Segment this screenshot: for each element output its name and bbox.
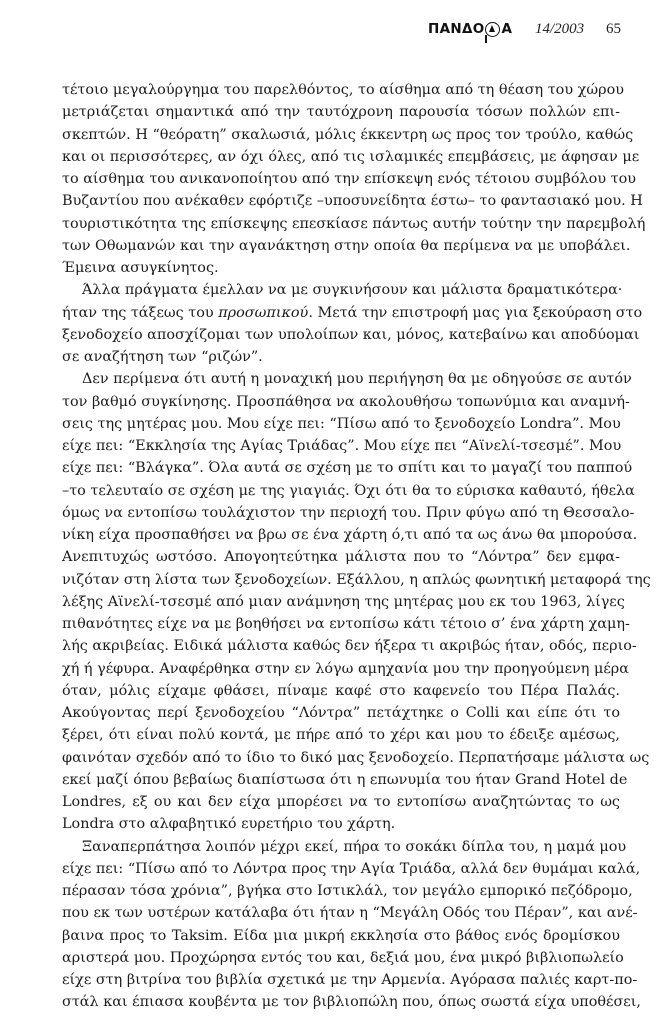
text-line: ήταν της τάξεως του προσωπικού. Μετά την επιστροφή μας για ξεκούραση στο <box>62 304 643 321</box>
text-line: φαινόταν σχεδόν από το ίδιο το δικό μας ξενοδοχείο. Περπατήσαμε μάλιστα ως <box>62 749 650 766</box>
text-line: είχε πει: “Πίσω από το Λόντρα προς την Αγία Τριάδα, αλλά δεν θυμάμαι καλά, <box>62 860 641 877</box>
logo-text-left: ΠΑΝΔΟ <box>428 21 485 37</box>
journal-logo <box>428 21 512 37</box>
emphasis: προσωπικού <box>218 304 309 321</box>
text-line: Άλλα πράγματα έμελλαν να με συγκινήσουν και μάλιστα δραματικότερα· <box>82 282 623 299</box>
text-line: όμως να εντοπίσω τουλάχιστον την περιοχή του. Πριν φύγω από τη Θεσσαλο- <box>62 504 635 521</box>
text-line: νίκη είχα προσπαθήσει να βρω σε ένα χάρτη ό,τι από τα ως άνω θα μπορούσα. <box>62 527 638 543</box>
paragraph <box>62 79 646 279</box>
text-line: Londra στο αλφαβητικό ευρετήριο του χάρτη. <box>62 816 396 833</box>
page-number: 65 <box>606 21 621 37</box>
text-line: ξέρει, ότι είναι πολύ κοντά, με πήρε από το χέρι και μου το έδειξε αμέσως, <box>62 727 620 744</box>
text-line: εκεί μαζί όπου βεβαίως διαπίστωσα ότι η επωνυμία του ήταν Grand Hotel de <box>62 771 628 788</box>
text-line: τέτοιο μεγαλούργημα του παρελθόντος, το αίσθημα από τη θέαση του χώρου <box>62 82 624 98</box>
text-line: Βυζαντίου που ανέκαθεν εφόρτιζε –υποσυνείδητα έστω– το φαντασιακό μου. Η <box>62 193 643 210</box>
text-line: που εκ των υστέρων κατάλαβα ότι ήταν η “Μεγάλη Οδός του Πέραν”, και ανέ- <box>62 905 638 922</box>
text-line: πιθανότητες είχε να με βοηθήσει να εντοπίσω κάτι τέτοιο σ’ ένα χάρτη χαμη- <box>62 616 630 632</box>
text-line: Ακούγοντας περί ξενοδοχείου “Λόντρα” πετάχτηκε ο Colli και είπε ότι το <box>62 705 620 721</box>
text-line: βαινα προς το Taksim. Είδα μια μικρή εκκλησία στο βάθος ενός δρομίσκου <box>62 927 620 944</box>
text-line: λέξης Αϊνελί-τσεσμέ από μιαν ανάμνηση της μητέρας μου εκ του 1963, λίγες <box>62 593 625 610</box>
text-line: σε αναζήτηση των “ριζών”. <box>62 349 263 365</box>
text-line: τουριστικότητα της επίσκεψης επεσκίασε πάντως αυτήν τούτην την παρεμβολή <box>62 215 646 232</box>
text-line: και οι περισσότερες, αν όχι όλες, από τις ισλαμικές επεμβάσεις, με άφησαν με <box>62 148 640 165</box>
text-line: όταν, μόλις είχαμε φθάσει, πίναμε καφέ στο καφενείο του Πέρα Παλάς. <box>62 682 620 699</box>
pandora-logo-icon <box>485 22 500 37</box>
text-line: τον βαθμό συγκίνησης. Προσπάθησα να ακολουθήσω τοπωνύμια και αναμνή- <box>62 393 630 410</box>
text-line: είχε πει: “Βλάγκα”. Όλα αυτά σε σχέση με το σπίτι και το μαγαζί του παππού <box>62 460 633 477</box>
text-line: –το τελευταίο σε σχέση με της γιαγιάς. Όχι ότι θα το εύρισκα καθαυτό, ήθελα <box>62 482 635 499</box>
text-line: μετριάζεται σημαντικά από την ταυτόχρονη παρουσία τόσων πολλών επι- <box>62 104 620 121</box>
paragraph <box>62 368 651 835</box>
text-line: Londres, εξ ου και δεν είχα μπορέσει να το εντοπίσω αναζητώντας το ως <box>62 794 620 810</box>
running-header <box>0 17 660 43</box>
paragraph <box>62 279 643 368</box>
text-line: είχε πει: “Εκκλησία της Αγίας Τριάδας”. Μου είχε πει “Αϊνελί-τσεσμέ”. Μου <box>62 438 622 454</box>
paragraph <box>62 836 641 1014</box>
text-line: στάλ και έπιασα κουβέντα με τον βιβλιοπώλη που, όπως σωστά είχα υποθέσει, <box>62 994 641 1011</box>
text-line: Έμεινα ασυγκίνητος. <box>62 260 219 276</box>
text-line: αριστερά μου. Προχώρησα εντός του και, δεξιά μου, ένα μικρό βιβλιοπωλείο <box>62 949 624 966</box>
text-line: ξενοδοχείο αποσχίζομαι των υπολοίπων και, μόνος, κατεβαίνω και αποδύομαι <box>62 326 640 343</box>
text-line: Δεν περίμενα ότι αυτή η μοναχική μου περιήγηση θα με οδηγούσε σε αυτόν <box>82 371 632 388</box>
text-line: σεις της μητέρας μου. Μου είχε πει: “Πίσω από το ξενοδοχείο Londra”. Μου <box>62 415 621 432</box>
logo-text-right: Α <box>501 21 513 37</box>
issue-number: 14/2003 <box>535 21 585 37</box>
article-body <box>62 79 651 1014</box>
text-line: σκεπτών. Η “θεόρατη” σκαλωσιά, μόλις έκκεντρη ως προς τον τρούλο, καθώς <box>62 126 634 143</box>
text-line: πέρασαν τόσα χρόνια”, βγήκα στο Ιστικλάλ, τον μεγάλο εμπορικό πεζόδρομο, <box>62 883 633 899</box>
text-line: νιζόταν στη λίστα των ξενοδοχείων. Εξάλλου, η απλώς φωνητική μεταφορά της <box>62 571 651 588</box>
text-line: λής ακριβείας. Ειδικά μάλιστα καθώς δεν ήξερα τι ακριβώς ήταν, οδός, περιο- <box>62 638 637 655</box>
text-line: Ανεπιτυχώς ωστόσο. Απογοητεύτηκα μάλιστα που το “Λόντρα” δεν εμφα- <box>62 549 620 566</box>
text-line: χή ή γέφυρα. Αναφέρθηκα στην εν λόγω αμηχανία μου την προηγούμενη μέρα <box>62 660 629 677</box>
text-line: των Οθωμανών και την αγανάκτηση στην οποία θα περίμενα να με υποβάλει. <box>62 237 631 254</box>
text-line: είχε στη βιτρίνα του βιβλία σχετικά με την Αρμενία. Αγόρασα παλιές καρτ-πο- <box>62 972 638 988</box>
text-line: το αίσθημα του ανικανοποίητου από την επίσκεψη ενός τέτοιου συμβόλου του <box>62 171 637 187</box>
text-line: Ξαναπερπάτησα λοιπόν μέχρι εκεί, πήρα το σοκάκι δίπλα του, η μαμά μου <box>82 838 627 855</box>
